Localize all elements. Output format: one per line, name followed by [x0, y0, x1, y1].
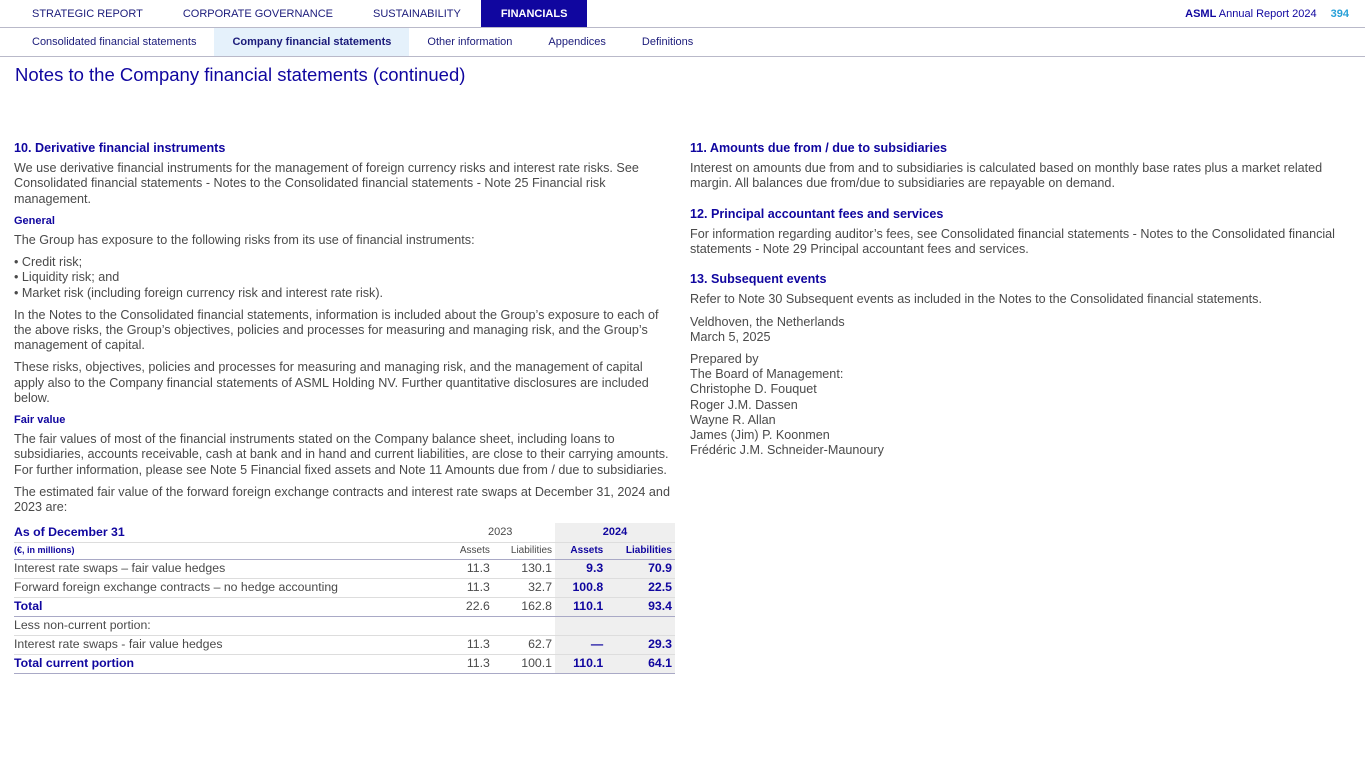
subheading: Fair value: [14, 414, 66, 427]
report-brand: [1185, 0, 1349, 28]
paragraph: In the Notes to the Consolidated financial statements, information is included about the Group’s exposure to each of the above risks, the Group’s objectives, policies and processes for measuring and managing risk, and the Group’s management of capital.: [14, 307, 659, 353]
table-row: [14, 559, 675, 578]
brand-name: ASML: [1185, 8, 1217, 20]
cell: [555, 616, 606, 635]
right-column: [690, 141, 1355, 465]
cell: 11.3: [445, 559, 493, 578]
cell: 62.7: [493, 635, 555, 654]
cell: 11.3: [445, 654, 493, 673]
cell: 64.1: [606, 654, 675, 673]
cell: 93.4: [606, 597, 675, 616]
list-item: • Credit risk;: [14, 255, 83, 270]
signer-line: Christophe D. Fouquet: [690, 382, 817, 397]
row-label: Interest rate swaps – fair value hedges: [14, 559, 445, 578]
signer-line: Prepared by: [690, 352, 759, 367]
report-name: Annual Report 2024: [1218, 8, 1317, 20]
nav-strategic-report[interactable]: STRATEGIC REPORT: [32, 8, 143, 20]
table-row: [14, 578, 675, 597]
risk-list: [14, 255, 676, 301]
row-label: Total current portion: [14, 654, 445, 673]
table-title: As of December 31: [14, 523, 445, 542]
nav-sustainability[interactable]: SUSTAINABILITY: [372, 8, 461, 20]
fair-value-table: [14, 523, 675, 674]
cell: [606, 616, 675, 635]
section-heading: 11. Amounts due from / due to subsidiaries: [690, 141, 948, 155]
nav-financials[interactable]: FINANCIALS: [481, 0, 588, 27]
cell: 11.3: [445, 635, 493, 654]
row-label: Total: [14, 597, 445, 616]
cell: 130.1: [493, 559, 555, 578]
cell: [445, 616, 493, 635]
year-2023: 2023: [445, 523, 555, 542]
row-label: Interest rate swaps - fair value hedges: [14, 635, 445, 654]
signer-line: Frédéric J.M. Schneider-Maunoury: [690, 443, 884, 458]
col-assets-2024: Assets: [555, 542, 606, 559]
year-2024: 2024: [555, 523, 675, 542]
cell: [493, 616, 555, 635]
cell: 110.1: [555, 597, 606, 616]
cell: 29.3: [606, 635, 675, 654]
subnav-other-information[interactable]: Other information: [427, 36, 513, 48]
paragraph: We use derivative financial instruments for the management of foreign currency risks and interest rate risks. See Consolidated financial statements - Notes to the Consolidated financial statements - Note 25 Financial risk management.: [14, 161, 639, 206]
cell: 32.7: [493, 578, 555, 597]
cell: —: [555, 635, 606, 654]
cell: 110.1: [555, 654, 606, 673]
table-row: [14, 616, 675, 635]
paragraph: The Group has exposure to the following risks from its use of financial instruments:: [14, 233, 475, 248]
subnav-appendices[interactable]: Appendices: [548, 36, 606, 48]
cell: 22.6: [445, 597, 493, 616]
col-liabilities-2024: Liabilities: [606, 542, 675, 559]
cell: 9.3: [555, 559, 606, 578]
list-item: • Market risk (including foreign currency risk and interest rate risk).: [14, 285, 384, 300]
place: Veldhoven, the Netherlands: [690, 314, 845, 329]
subnav-company[interactable]: Company financial statements: [214, 28, 409, 56]
top-nav: [0, 0, 1365, 28]
cell: 70.9: [606, 559, 675, 578]
cell: 100.1: [493, 654, 555, 673]
section-heading: 10. Derivative financial instruments: [14, 141, 226, 155]
signer-line: The Board of Management:: [690, 367, 844, 382]
left-column: [14, 141, 676, 674]
signer-line: Roger J.M. Dassen: [690, 397, 798, 412]
table-row-total-current: [14, 654, 675, 673]
page-title: Notes to the Company financial statements (continued): [15, 64, 466, 85]
cell: 22.5: [606, 578, 675, 597]
signer-line: Wayne R. Allan: [690, 412, 776, 427]
list-item: • Liquidity risk; and: [14, 270, 120, 285]
subheading: General: [14, 214, 55, 227]
paragraph: Interest on amounts due from and to subsidiaries is calculated based on monthly base rates plus a market related margin. All balances due from/due to subsidiaries are repayable on demand.: [690, 161, 1323, 191]
paragraph: For information regarding auditor’s fees, see Consolidated financial statements - Notes to the Consolidated financial statements - Note 29 Principal accountant fees and services.: [690, 226, 1335, 257]
row-label: Less non-current portion:: [14, 616, 445, 635]
subnav-definitions[interactable]: Definitions: [641, 36, 694, 48]
cell: 162.8: [493, 597, 555, 616]
unit-label: (€, in millions): [14, 542, 445, 559]
place-date: [690, 315, 1355, 345]
col-liabilities-2023: Liabilities: [493, 542, 555, 559]
table-row: [14, 635, 675, 654]
section-heading: 12. Principal accountant fees and services: [690, 206, 944, 221]
signers: [690, 352, 1355, 458]
section-heading: 13. Subsequent events: [690, 272, 827, 287]
row-label: Forward foreign exchange contracts – no hedge accounting: [14, 578, 445, 597]
nav-corporate-governance[interactable]: CORPORATE GOVERNANCE: [182, 8, 333, 20]
paragraph: The estimated fair value of the forward foreign exchange contracts and interest rate swaps at December 31, 2024 and 2023 are:: [14, 484, 670, 515]
subnav-consolidated[interactable]: Consolidated financial statements: [32, 36, 197, 48]
paragraph: Refer to Note 30 Subsequent events as included in the Notes to the Consolidated financial statements.: [690, 292, 1262, 307]
page-number: 394: [1330, 8, 1349, 20]
table-row-total: [14, 597, 675, 616]
col-assets-2023: Assets: [445, 542, 493, 559]
paragraph: These risks, objectives, policies and processes for measuring and managing risk, and the management of capital apply also to the Company financial statements of ASML Holding NV. Further quantitative disclosures are included below.: [14, 360, 649, 405]
date: March 5, 2025: [690, 329, 771, 344]
signer-line: James (Jim) P. Koonmen: [690, 428, 830, 443]
cell: 100.8: [555, 578, 606, 597]
sub-nav: [0, 28, 1365, 57]
paragraph: The fair values of most of the financial instruments stated on the Company balance sheet, including loans to subsidiaries, accounts receivable, cash at bank and in hand and current liabilities, are close to their carrying amounts. For further information, please see Note 5 Financial fixed assets and Note 11 Amounts due from / due to subsidiaries.: [14, 432, 669, 477]
cell: 11.3: [445, 578, 493, 597]
